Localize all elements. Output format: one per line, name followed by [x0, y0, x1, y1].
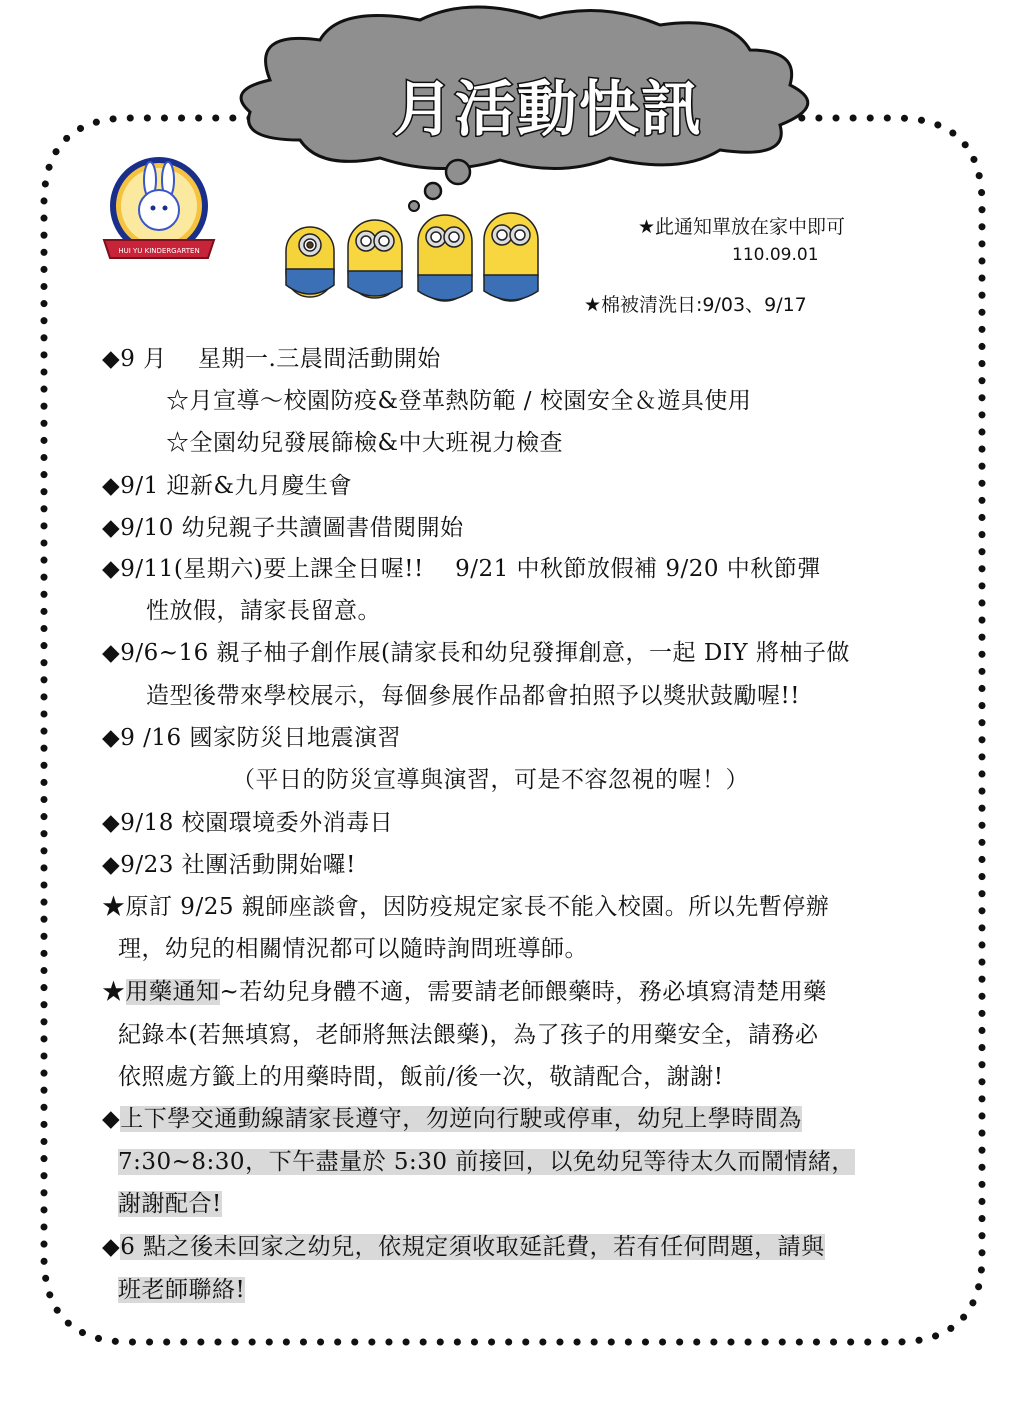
- school-logo-name: 惠幼幼兒園: [109, 131, 209, 155]
- announcement-line-continuation: 理，幼兒的相關情況都可以隨時詢問班導師。: [118, 936, 588, 962]
- event-line: ◆9/18 校園環境委外消毒日: [102, 810, 394, 836]
- minions-illustration-icon: [278, 205, 548, 310]
- event-subline: ☆全園幼兒發展篩檢&中大班視力檢查: [166, 430, 563, 456]
- notice-date: 110.09.01: [732, 245, 819, 265]
- medication-notice-continuation: 依照處方籤上的用藥時間，飯前/後一次，敬請配合，謝謝!: [118, 1064, 724, 1090]
- event-line-continuation: 性放假，請家長留意。: [146, 598, 381, 624]
- medication-notice-continuation: 紀錄本(若無填寫，老師將無法餵藥)，為了孩子的用藥安全，請務必: [118, 1022, 819, 1048]
- event-line: ◆9/6~16 親子柚子創作展(請家長和幼兒發揮創意，一起 DIY 將柚子做: [102, 640, 850, 666]
- page-title: 月活動快訊: [393, 75, 703, 145]
- event-line: ◆9/23 社團活動開始囉!: [102, 852, 356, 878]
- event-subline: ☆月宣導～校園防疫&登革熱防範 / 校園安全＆遊具使用: [166, 388, 752, 414]
- traffic-notice-continuation: 7:30~8:30，下午盡量於 5:30 前接回，以免幼兒等待太久而鬧情緒，: [118, 1149, 855, 1175]
- school-logo-subtitle: HUI YU KINDERGARTEN: [118, 247, 200, 255]
- late-pickup-notice-continuation: 班老師聯絡!: [118, 1277, 246, 1303]
- event-line: ◆9/11(星期六)要上課全日喔!! 9/21 中秋節放假補 9/20 中秋節彈: [102, 556, 821, 582]
- notice-keep-home: ★此通知單放在家中即可: [638, 216, 846, 238]
- late-pickup-notice-line: ◆6 點之後未回家之幼兒，依規定須收取延託費，若有任何問題，請與: [102, 1234, 825, 1260]
- event-line: ◆9 月 星期一.三晨間活動開始: [102, 346, 441, 372]
- school-logo-icon: [84, 128, 234, 278]
- event-line: ◆9/10 幼兒親子共讀圖書借閱開始: [102, 515, 464, 541]
- traffic-notice-continuation: 謝謝配合!: [118, 1191, 222, 1217]
- medication-notice-label: 用藥通知: [125, 979, 220, 1005]
- event-line-continuation: 造型後帶來學校展示，每個參展作品都會拍照予以獎狀鼓勵喔!!: [146, 683, 800, 709]
- announcement-line: ★原訂 9/25 親師座談會，因防疫規定家長不能入校園。所以先暫停辦: [102, 894, 830, 920]
- event-line: ◆9/1 迎新&九月慶生會: [102, 473, 352, 499]
- event-line: ◆9 /16 國家防災日地震演習: [102, 725, 401, 751]
- traffic-notice-line: ◆上下學交通動線請家長遵守，勿逆向行駛或停車，幼兒上學時間為: [102, 1106, 802, 1132]
- event-subline: （平日的防災宣導與演習，可是不容忽視的喔！）: [232, 767, 749, 793]
- medication-notice-line: ★用藥通知~若幼兒身體不適，需要請老師餵藥時，務必填寫清楚用藥: [102, 979, 827, 1005]
- notice-quilt-wash: ★棉被清洗日:9/03、9/17: [584, 294, 807, 316]
